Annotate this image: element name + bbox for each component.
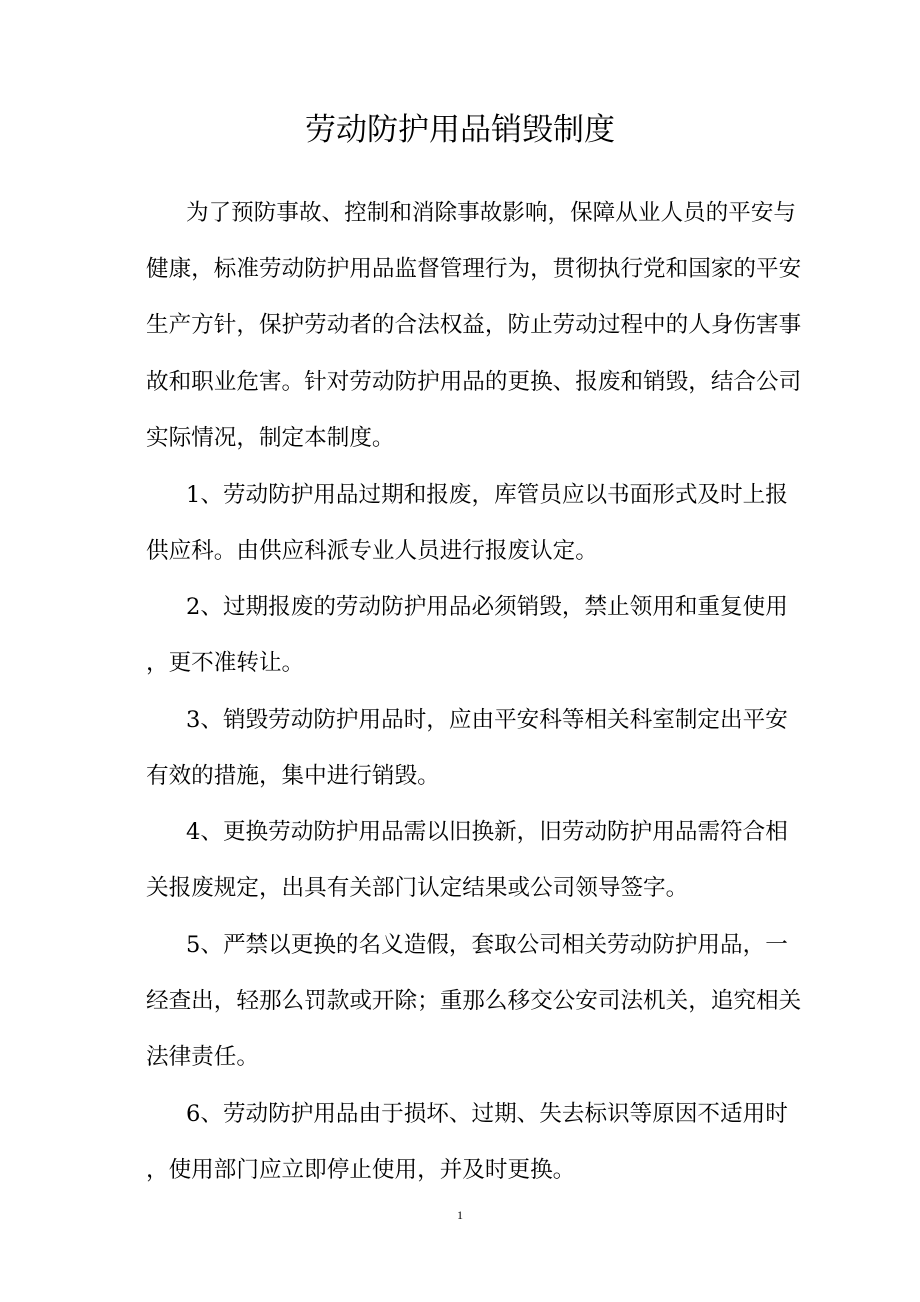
item-6-line-1: 6、劳动防护用品由于损坏、过期、失去标识等原因不适用时 (186, 1101, 788, 1127)
item-3-line-1: 3、销毁劳动防护用品时，应由平安科等相关科室制定出平安 (186, 707, 788, 733)
item-5-line-1: 5、严禁以更换的名义造假，套取公司相关劳动防护用品，一 (186, 932, 788, 958)
intro-line-2: 健康，标准劳动防护用品监督管理行为，贯彻执行党和国家的平安 (146, 256, 802, 282)
item-2-line-1: 2、过期报废的劳动防护用品必须销毁，禁止领用和重复使用 (186, 594, 788, 620)
item-3-line-2: 有效的措施，集中进行销毁。 (146, 763, 440, 789)
intro-line-1: 为了预防事故、控制和消除事故影响，保障从业人员的平安与 (186, 200, 797, 226)
document-title: 劳动防护用品销毁制度 (305, 112, 615, 148)
intro-line-4: 故和职业危害。针对劳动防护用品的更换、报废和销毁，结合公司 (146, 369, 802, 395)
item-1-line-1: 1、劳动防护用品过期和报废，库管员应以书面形式及时上报 (186, 482, 788, 508)
item-2-line-2: ，更不准转让。 (146, 650, 305, 676)
item-4-line-2: 关报废规定，出具有关部门认定结果或公司领导签字。 (146, 875, 689, 901)
item-1-line-2: 供应科。由供应科派专业人员进行报废认定。 (146, 538, 598, 564)
item-4-line-1: 4、更换劳动防护用品需以旧换新，旧劳动防护用品需符合相 (186, 819, 788, 845)
item-5-line-3: 法律责任。 (146, 1044, 259, 1070)
intro-line-5: 实际情况，制定本制度。 (146, 425, 395, 451)
item-6-line-2: ，使用部门应立即停止使用，并及时更换。 (146, 1157, 576, 1183)
item-5-line-2: 经查出，轻那么罚款或开除；重那么移交公安司法机关，追究相关 (146, 988, 802, 1014)
intro-line-3: 生产方针，保护劳动者的合法权益，防止劳动过程中的人身伤害事 (146, 312, 802, 338)
page-number: 1 (457, 1208, 463, 1222)
